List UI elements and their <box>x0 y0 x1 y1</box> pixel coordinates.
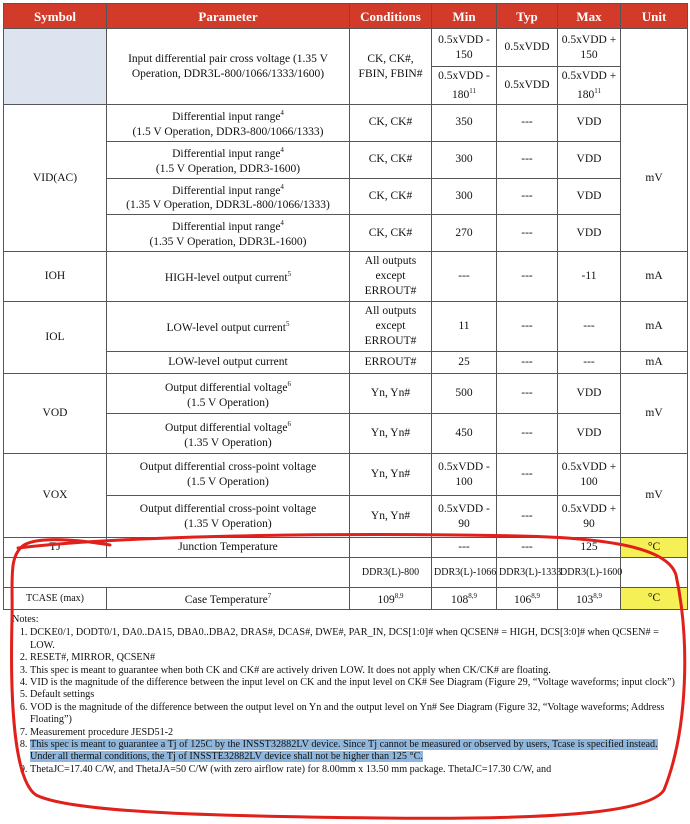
unit-cell: mA <box>621 302 688 352</box>
min-cell: 0.5xVDD - 150 <box>432 29 497 67</box>
param-cell: LOW-level output current <box>107 352 350 374</box>
typ-cell: --- <box>497 374 558 414</box>
table-row <box>4 414 688 454</box>
param-subtext: (1.35 V Operation, DDR3L-1600) <box>149 236 307 249</box>
cond-cell: CK, CK#, FBIN, FBIN# <box>350 29 432 105</box>
ddr-cell: DDR3(L)-1066 <box>432 558 497 588</box>
typ-cell: --- <box>497 252 558 302</box>
value-text: 109 <box>377 594 395 607</box>
cond-cell: All outputs except ERROUT# <box>350 252 432 302</box>
unit-cell: °C <box>621 588 688 610</box>
electrical-characteristics-table <box>3 3 688 610</box>
param-cell <box>107 302 350 352</box>
footnote-ref: 8,9 <box>468 592 477 601</box>
unit-cell <box>621 29 688 105</box>
table-row <box>4 252 688 302</box>
param-subtext: (1.35 V Operation, DDR3L-800/1066/1333) <box>126 199 330 212</box>
note-item: 5. Default settings <box>30 689 680 701</box>
min-cell: --- <box>432 252 497 302</box>
unit-cell: mA <box>621 252 688 302</box>
footnote-ref: 11 <box>469 86 476 95</box>
param-cell <box>107 252 350 302</box>
table-row <box>4 454 688 496</box>
header-max: Max <box>558 4 621 29</box>
max-cell: 0.5xVDD + 150 <box>558 29 621 67</box>
param-cell <box>107 141 350 178</box>
param-cell <box>107 105 350 142</box>
value-cell <box>432 588 497 610</box>
note-item: 1. DCKE0/1, DODT0/1, DA0..DA15, DBA0..DBA2, DRAS#, DCAS#, DWE#, PAR_IN, DCS[1:0]# when QCSEN# = HIGH, DCS[3:0]# when QCSEN# = LOW. <box>30 627 680 652</box>
note-item: 9. ThetaJC=17.40 C/W, and ThetaJA=50 C/W (with zero airflow rate) for 8.00mm x 13.50 mm package. ThetaJC=17.30 C/W, and <box>30 764 680 776</box>
cond-cell: CK, CK# <box>350 105 432 142</box>
param-cell <box>107 374 350 414</box>
param-cell <box>107 454 350 496</box>
unit-cell: mV <box>621 454 688 538</box>
min-cell <box>432 67 497 105</box>
notes-heading: Notes: <box>12 614 39 625</box>
note-item: 7. Measurement procedure JESD51-2 <box>30 727 680 739</box>
note-item: 4. VID is the magnitude of the difference between the input level on CK and the input level on CK# See Diagram (Figure 29, “Voltage waveforms; input clock”) <box>30 677 680 689</box>
note-item: 3. This spec is meant to guarantee when both CK and CK# are actively driven LOW. It does not apply when CK/CK# are floating. <box>30 665 680 677</box>
param-text: Differential input range <box>172 184 281 197</box>
typ-cell: --- <box>497 538 558 558</box>
cond-cell: CK, CK# <box>350 215 432 252</box>
param-text: LOW-level output current <box>166 322 286 335</box>
max-cell: -11 <box>558 252 621 302</box>
typ-cell: --- <box>497 454 558 496</box>
min-cell: 350 <box>432 105 497 142</box>
footnote-ref: 4 <box>280 182 284 191</box>
max-cell: 125 <box>558 538 621 558</box>
unit-cell: mA <box>621 352 688 374</box>
cond-cell: Yn, Yn# <box>350 454 432 496</box>
max-cell: VDD <box>558 215 621 252</box>
ddr-cell: DDR3(L)-800 <box>350 558 432 588</box>
footnote-ref: 6 <box>287 379 291 388</box>
table-row <box>4 105 688 142</box>
typ-cell: --- <box>497 352 558 374</box>
param-text: Differential input range <box>172 221 281 234</box>
table-row <box>4 374 688 414</box>
min-cell: 11 <box>432 302 497 352</box>
max-cell <box>558 67 621 105</box>
typ-cell: --- <box>497 141 558 178</box>
footnote-ref: 8,9 <box>394 592 404 601</box>
param-subtext: (1.35 V Operation) <box>184 436 272 449</box>
param-cell: Input differential pair cross voltage (1.35 V Operation, DDR3L-800/1066/1333/1600) <box>107 29 350 105</box>
typ-cell: --- <box>497 302 558 352</box>
typ-cell: --- <box>497 105 558 142</box>
footnote-ref: 5 <box>287 270 292 279</box>
max-cell: VDD <box>558 374 621 414</box>
table-row <box>4 215 688 252</box>
param-cell <box>107 215 350 252</box>
param-subtext: (1.5 V Operation, DDR3-1600) <box>155 162 301 175</box>
unit-cell: °C <box>621 538 688 558</box>
cond-cell: CK, CK# <box>350 141 432 178</box>
max-cell: 0.5xVDD + 90 <box>558 496 621 538</box>
footnote-ref: 4 <box>280 219 284 228</box>
param-text: Output differential voltage <box>165 421 288 434</box>
param-text: HIGH-level output current <box>164 272 288 285</box>
typ-cell: --- <box>497 178 558 215</box>
symbol-cell: TJ <box>4 538 107 558</box>
table-row <box>4 29 688 67</box>
header-min: Min <box>432 4 497 29</box>
notes-list <box>12 627 680 776</box>
footnote-ref: 8,9 <box>593 592 602 601</box>
max-cell: VDD <box>558 414 621 454</box>
param-cell: Junction Temperature <box>107 538 350 558</box>
min-value: 0.5xVDD - 180 <box>438 69 490 101</box>
footnote-ref: 11 <box>594 86 601 95</box>
param-cell <box>107 496 350 538</box>
symbol-cell: IOL <box>4 302 107 374</box>
note-item: 6. VOD is the magnitude of the difference between the output level on Yn and the output level on Yn# See Diagram (Figure 32, “Voltage waveforms; Address Floating”) <box>30 702 680 727</box>
max-cell: VDD <box>558 105 621 142</box>
max-cell: 0.5xVDD + 100 <box>558 454 621 496</box>
cond-cell: Yn, Yn# <box>350 374 432 414</box>
max-value: 0.5xVDD + 180 <box>561 69 617 101</box>
cond-cell: All outputs except ERROUT# <box>350 302 432 352</box>
header-typ: Typ <box>497 4 558 29</box>
param-cell <box>107 178 350 215</box>
table-row <box>4 352 688 374</box>
param-text: Differential input range <box>172 147 281 160</box>
typ-cell: --- <box>497 414 558 454</box>
param-subtext: (1.5 V Operation, DDR3-800/1066/1333) <box>132 125 324 138</box>
table-row <box>4 588 688 610</box>
symbol-cell: VID(AC) <box>4 105 107 252</box>
header-conditions: Conditions <box>350 4 432 29</box>
param-text: Output differential voltage <box>165 381 288 394</box>
value-cell <box>558 588 621 610</box>
table-row <box>4 302 688 352</box>
table-row <box>4 178 688 215</box>
param-subtext: (1.5 V Operation) <box>187 396 269 409</box>
symbol-cell: TCASE (max) <box>4 588 107 610</box>
table-row <box>4 141 688 178</box>
blank-cell <box>621 558 688 588</box>
min-cell: 300 <box>432 141 497 178</box>
symbol-cell: IOH <box>4 252 107 302</box>
unit-cell: mV <box>621 374 688 454</box>
header-row <box>4 4 688 29</box>
cond-cell: ERROUT# <box>350 352 432 374</box>
min-cell: 0.5xVDD - 100 <box>432 454 497 496</box>
min-cell: 25 <box>432 352 497 374</box>
note-item: 2. RESET#, MIRROR, QCSEN# <box>30 652 680 664</box>
param-subtext: (1.35 V Operation) <box>184 517 272 530</box>
value-cell <box>350 588 432 610</box>
min-cell: 450 <box>432 414 497 454</box>
min-cell: --- <box>432 538 497 558</box>
typ-cell: --- <box>497 215 558 252</box>
cond-cell <box>350 538 432 558</box>
symbol-cell: VOX <box>4 454 107 538</box>
footnote-ref: 6 <box>287 419 291 428</box>
min-cell: 270 <box>432 215 497 252</box>
param-cell <box>107 588 350 610</box>
ddr-cell: DDR3(L)-1600 <box>558 558 621 588</box>
max-cell: --- <box>558 302 621 352</box>
cond-cell: Yn, Yn# <box>350 496 432 538</box>
table-row <box>4 496 688 538</box>
notes-section <box>12 614 680 776</box>
footnote-ref: 4 <box>280 109 284 117</box>
highlighted-note: This spec is meant to guarantee a Tj of 125C by the INSST32882LV device. Since Tj cannot be measured or observed by users, Tcase is specified instead. Under all thermal conditions, the Tj of INSSTE32882LV device shall not be higher than 125 °C. <box>30 739 658 763</box>
max-cell: VDD <box>558 141 621 178</box>
footnote-ref: 5 <box>285 320 290 329</box>
cond-cell: CK, CK# <box>350 178 432 215</box>
note-item <box>30 739 680 764</box>
value-text: 108 <box>451 594 469 607</box>
blank-cell <box>4 558 350 588</box>
param-cell <box>107 414 350 454</box>
max-cell: VDD <box>558 178 621 215</box>
cond-cell: Yn, Yn# <box>350 414 432 454</box>
header-symbol: Symbol <box>4 4 107 29</box>
param-subtext: (1.5 V Operation) <box>187 475 269 488</box>
symbol-cell: VOD <box>4 374 107 454</box>
symbol-cell <box>4 29 107 105</box>
typ-cell: --- <box>497 496 558 538</box>
param-text: Output differential cross-point voltage <box>139 460 317 473</box>
table-row <box>4 538 688 558</box>
footnote-ref: 8,9 <box>531 592 540 601</box>
footnote-ref: 4 <box>280 145 284 154</box>
header-parameter: Parameter <box>107 4 350 29</box>
min-cell: 0.5xVDD - 90 <box>432 496 497 538</box>
unit-cell: mV <box>621 105 688 252</box>
typ-cell: 0.5xVDD <box>497 29 558 67</box>
value-text: 106 <box>514 594 532 607</box>
param-text: Differential input range <box>172 110 281 123</box>
table-row <box>4 558 688 588</box>
min-cell: 500 <box>432 374 497 414</box>
header-unit: Unit <box>621 4 688 29</box>
min-cell: 300 <box>432 178 497 215</box>
footnote-ref: 7 <box>267 592 272 601</box>
param-text: Output differential cross-point voltage <box>139 502 317 515</box>
param-text: Case Temperature <box>184 594 268 607</box>
value-text: 103 <box>576 594 594 607</box>
typ-cell: 0.5xVDD <box>497 67 558 105</box>
value-cell <box>497 588 558 610</box>
ddr-cell: DDR3(L)-1333 <box>497 558 558 588</box>
max-cell: --- <box>558 352 621 374</box>
